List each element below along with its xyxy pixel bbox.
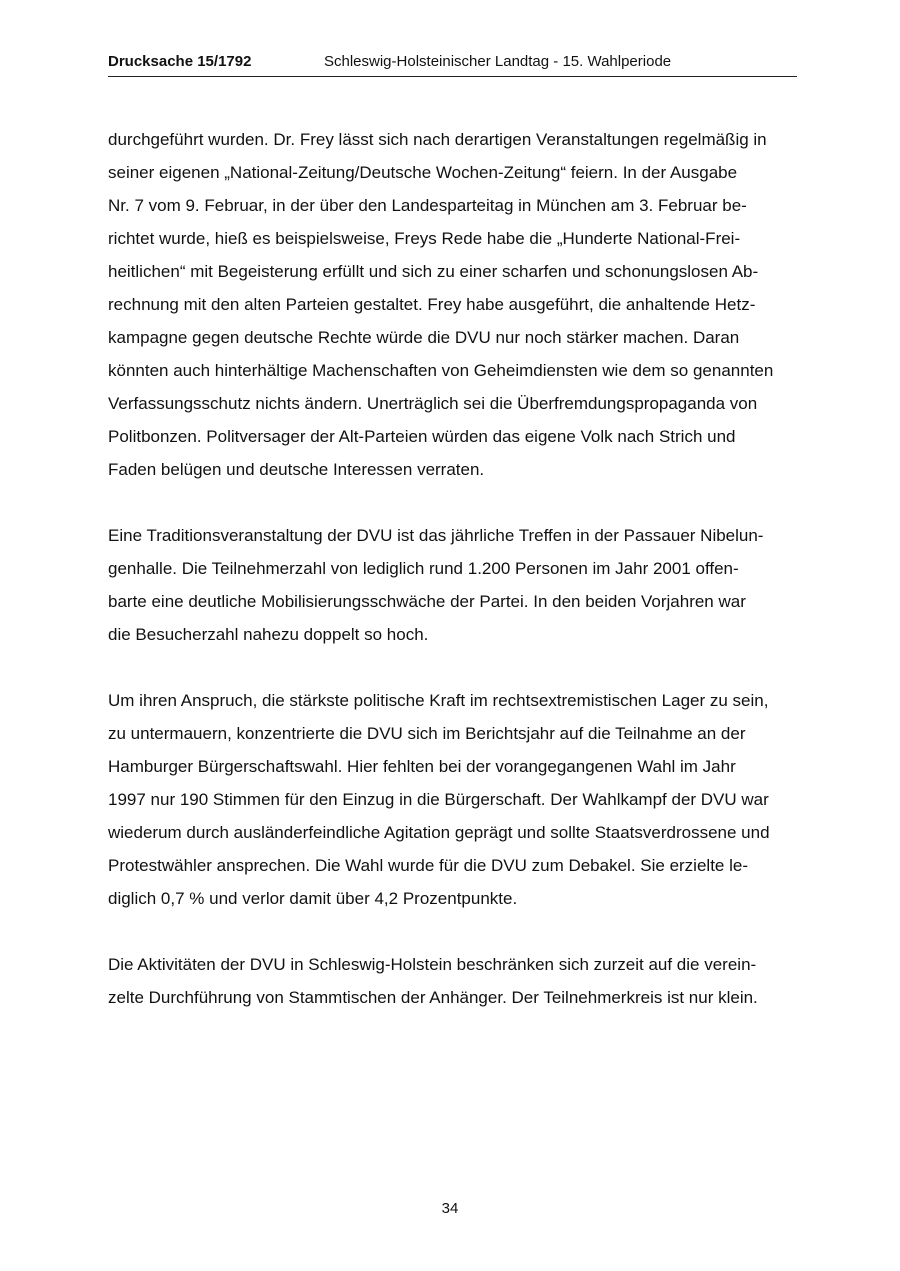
text-line: barte eine deutliche Mobilisierungsschwäche der Partei. In den beiden Vorjahren war — [108, 592, 746, 611]
text-line: Hamburger Bürgerschaftswahl. Hier fehlten bei der vorangegangenen Wahl im Jahr — [108, 757, 736, 776]
page-number: 34 — [441, 1200, 459, 1217]
text-line: heitlichen“ mit Begeisterung erfüllt und sich zu einer scharfen und schonungslosen Ab- — [108, 262, 759, 281]
text-line: Protestwähler ansprechen. Die Wahl wurde für die DVU zum Debakel. Sie erzielte le- — [108, 856, 748, 875]
text-line: Verfassungsschutz nichts ändern. Unerträglich sei die Überfremdungspropaganda von — [108, 394, 758, 413]
text-line: kampagne gegen deutsche Rechte würde die DVU nur noch stärker machen. Daran — [108, 328, 740, 347]
text-line: genhalle. Die Teilnehmerzahl von lediglich rund 1.200 Personen im Jahr 2001 offen- — [108, 559, 739, 578]
page-header — [108, 50, 797, 77]
paragraph-1 — [108, 123, 798, 486]
document-title: Schleswig-Holsteinischer Landtag - 15. Wahlperiode — [324, 53, 672, 70]
text-line: 1997 nur 190 Stimmen für den Einzug in die Bürgerschaft. Der Wahlkampf der DVU war — [108, 790, 769, 809]
body-text — [108, 123, 798, 1047]
text-line: könnten auch hinterhältige Machenschaften von Geheimdiensten wie dem so genannten — [108, 361, 774, 380]
text-line: Um ihren Anspruch, die stärkste politische Kraft im rechtsextremistischen Lager zu sein, — [108, 691, 769, 710]
text-line: zu untermauern, konzentrierte die DVU sich im Berichtsjahr auf die Teilnahme an der — [108, 724, 746, 743]
paragraph-4 — [108, 948, 798, 1014]
text-line: zelte Durchführung von Stammtischen der Anhänger. Der Teilnehmerkreis ist nur klein. — [108, 988, 758, 1007]
text-line: wiederum durch ausländerfeindliche Agitation geprägt und sollte Staatsverdrossene und — [108, 823, 770, 842]
text-line: durchgeführt wurden. Dr. Frey lässt sich nach derartigen Veranstaltungen regelmäßig in — [108, 130, 767, 149]
text-line: seiner eigenen „National-Zeitung/Deutsche Wochen-Zeitung“ feiern. In der Ausgabe — [108, 163, 738, 182]
text-line: Eine Traditionsveranstaltung der DVU ist das jährliche Treffen in der Passauer Nibelun- — [108, 526, 764, 545]
text-line: Nr. 7 vom 9. Februar, in der über den Landesparteitag in München am 3. Februar be- — [108, 196, 747, 215]
text-line: rechnung mit den alten Parteien gestaltet. Frey habe ausgeführt, die anhaltende Hetz- — [108, 295, 756, 314]
text-line: die Besucherzahl nahezu doppelt so hoch. — [108, 625, 429, 644]
paragraph-3 — [108, 684, 798, 915]
document-number: Drucksache 15/1792 — [108, 53, 252, 70]
text-line: richtet wurde, hieß es beispielsweise, Freys Rede habe die „Hunderte National-Frei- — [108, 229, 741, 248]
text-line: diglich 0,7 % und verlor damit über 4,2 Prozentpunkte. — [108, 889, 518, 908]
paragraph-2 — [108, 519, 798, 651]
text-line: Faden belügen und deutsche Interessen verraten. — [108, 460, 485, 479]
text-line: Die Aktivitäten der DVU in Schleswig-Holstein beschränken sich zurzeit auf die verein- — [108, 955, 757, 974]
text-line: Politbonzen. Politversager der Alt-Parteien würden das eigene Volk nach Strich und — [108, 427, 736, 446]
